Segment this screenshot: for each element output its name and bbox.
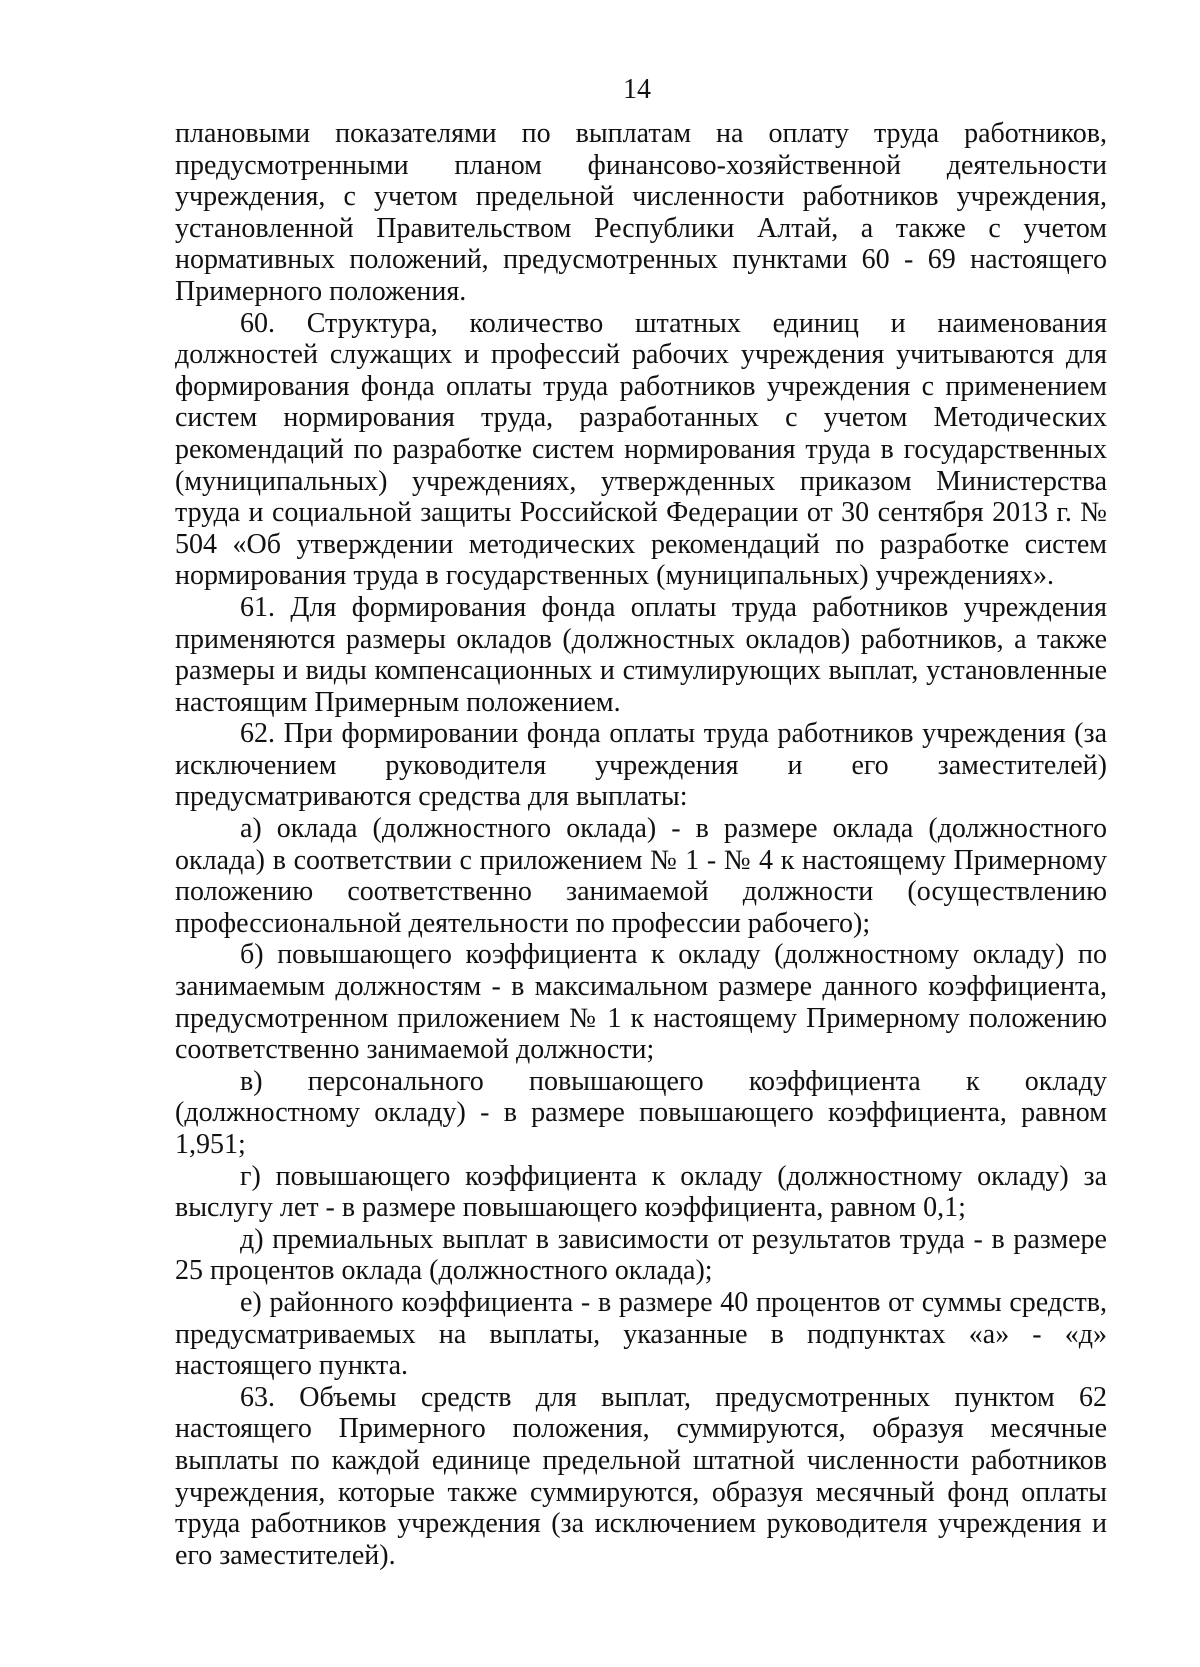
paragraph-62-a: а) оклада (должностного оклада) - в размере оклада (должностного оклада) в соответствии с приложением № 1 - № 4 к настоящему Примерному положению соответственно занимаемой должности (осуществлению профессиональной деятельности по профессии рабочего);	[175, 813, 1107, 939]
paragraph-62-d: д) премиальных выплат в зависимости от результатов труда - в размере 25 процентов оклада (должностного оклада);	[175, 1223, 1107, 1287]
paragraph-63: 63. Объемы средств для выплат, предусмотренных пунктом 62 настоящего Примерного положения, суммируются, образуя месячные выплаты по каждой единице предельной штатной численности работников учреждения, которые также суммируются, образуя месячный фонд оплаты труда работников учреждения (за исключением руководителя учреждения и его заместителей).	[175, 1381, 1107, 1571]
document-body	[175, 118, 1107, 1571]
paragraph-62-b: б) повышающего коэффициента к окладу (должностному окладу) по занимаемым должностям - в максимальном размере данного коэффициента, предусмотренном приложением № 1 к настоящему Примерному положению соответственно занимаемой должности;	[175, 939, 1107, 1066]
page-number: 14	[623, 74, 651, 105]
paragraph-62-g: г) повышающего коэффициента к окладу (должностному окладу) за выслугу лет - в размере повышающего коэффициента, равном 0,1;	[175, 1160, 1107, 1224]
paragraph-62-e: е) районного коэффициента - в размере 40 процентов от суммы средств, предусматриваемых на выплаты, указанные в подпунктах «а» - «д» настоящего пункта.	[175, 1286, 1107, 1382]
paragraph-continuation: плановыми показателями по выплатам на оплату труда работников, предусмотренными планом финансово-хозяйственной деятельности учреждения, с учетом предельной численности работников учреждения, установленной Правительством Республики Алтай, а также с учетом нормативных положений, предусмотренных пунктами 60 - 69 настоящего Примерного положения.	[175, 118, 1107, 307]
paragraph-60: 60. Структура, количество штатных единиц и наименования должностей служащих и профессий рабочих учреждения учитываются для формирования фонда оплаты труда работников учреждения с применением систем нормирования труда, разработанных с учетом Методических рекомендаций по разработке систем нормирования труда в государственных (муниципальных) учреждениях, утвержденных приказом Министерства труда и социальной защиты Российской Федерации от 30 сентября 2013 г. № 504 «Об утверждении методических рекомендаций по разработке систем нормирования труда в государственных (муниципальных) учреждениях».	[175, 307, 1107, 592]
paragraph-62-v: в) персонального повышающего коэффициента к окладу (должностному окладу) - в размере повышающего коэффициента, равном 1,951;	[175, 1065, 1107, 1160]
paragraph-61: 61. Для формирования фонда оплаты труда работников учреждения применяются размеры окладов (должностных окладов) работников, а также размеры и виды компенсационных и стимулирующих выплат, установленные настоящим Примерным положением.	[175, 591, 1107, 718]
paragraph-62: 62. При формировании фонда оплаты труда работников учреждения (за исключением руководителя учреждения и его заместителей) предусматриваются средства для выплаты:	[175, 718, 1107, 813]
